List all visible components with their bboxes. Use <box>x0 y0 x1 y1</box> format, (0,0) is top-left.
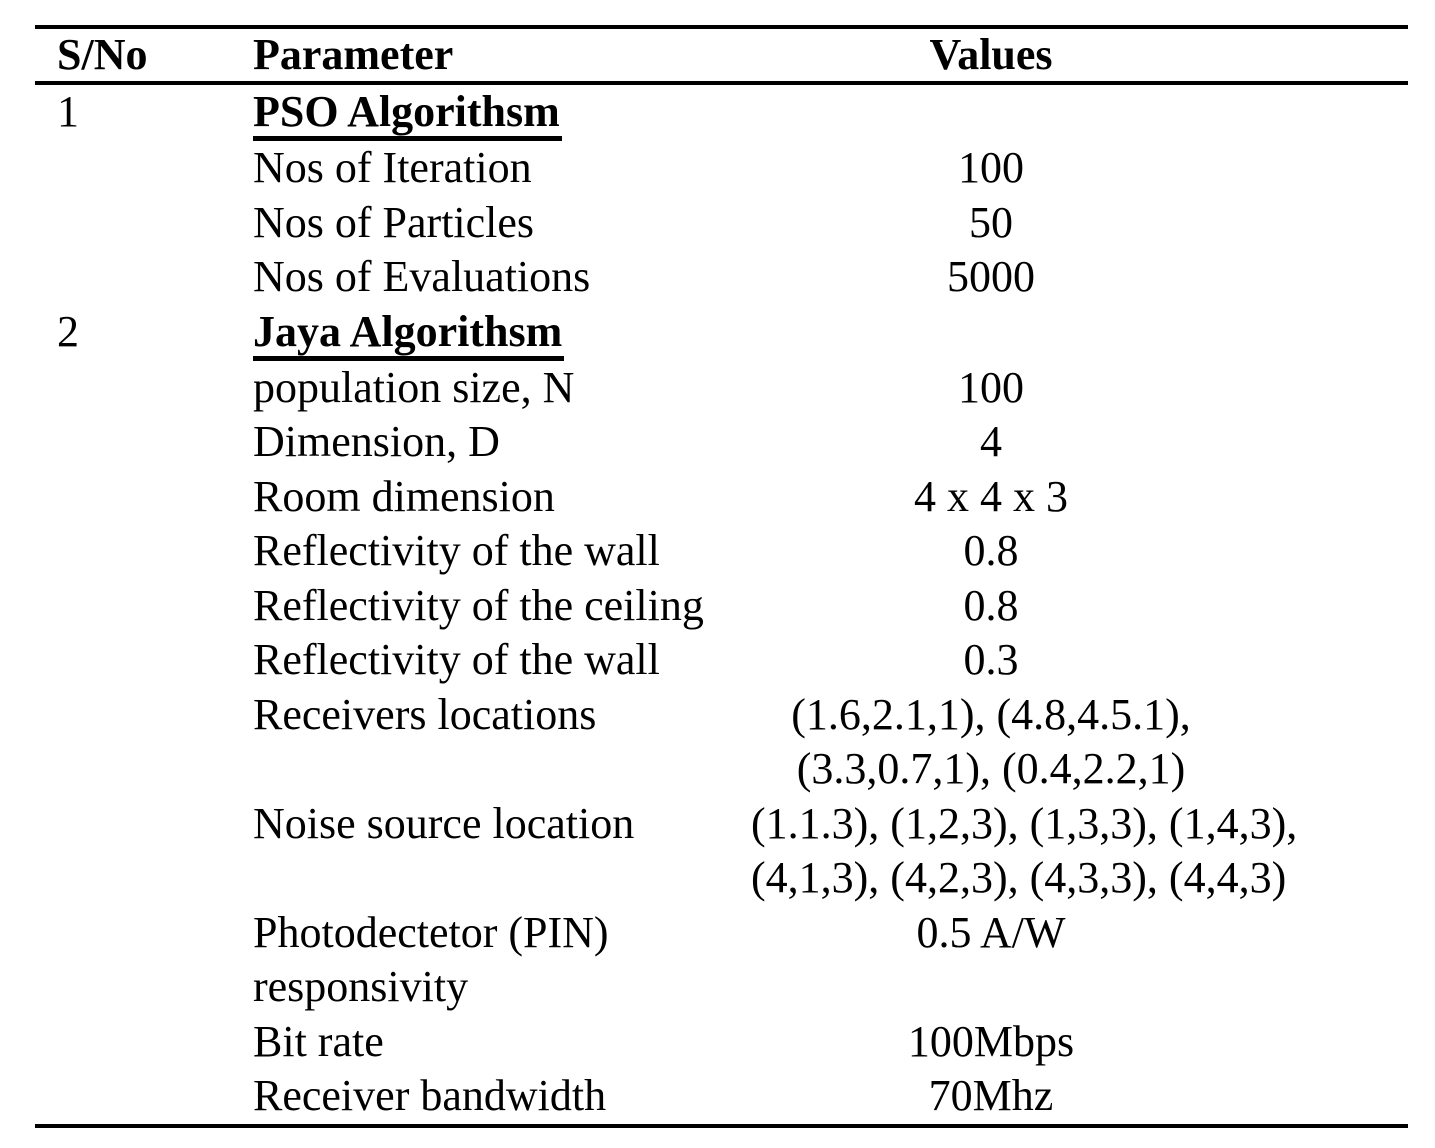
parameter-cell: Receiver bandwidth <box>253 1071 607 1120</box>
parameter-cell: Nos of Evaluations <box>253 252 591 301</box>
table-row <box>35 250 1408 305</box>
sno-cell: 1 <box>57 87 79 136</box>
column-header-parameter: Parameter <box>253 27 751 83</box>
table-row <box>35 1069 1408 1126</box>
sno-cell <box>35 1015 253 1070</box>
parameters-table <box>35 25 1408 1128</box>
sno-cell <box>35 415 253 470</box>
value-cell: 0.8 <box>963 526 1019 575</box>
value-cell: 100 <box>958 362 1024 412</box>
value-cell: 0.8 <box>963 580 1019 630</box>
spacer-cell <box>1231 415 1408 470</box>
value-cell: 0.5 A/W <box>916 907 1066 957</box>
spacer-cell <box>1231 196 1408 251</box>
value-cell <box>751 83 1231 141</box>
table-row <box>35 688 1408 797</box>
spacer-cell <box>1231 688 1408 797</box>
sno-cell <box>35 196 253 251</box>
parameter-cell: Noise source location <box>253 798 635 848</box>
table-row <box>35 579 1408 634</box>
sno-cell <box>35 1069 253 1126</box>
table-row <box>35 470 1408 525</box>
table-row <box>35 305 1408 361</box>
spacer-cell <box>1231 579 1408 634</box>
parameter-cell: Photodectetor (PIN) responsivity <box>253 907 609 1011</box>
table-row <box>35 83 1408 141</box>
parameter-cell: Bit rate <box>253 1016 384 1066</box>
sno-cell <box>35 906 253 1015</box>
spacer-cell <box>1231 361 1408 416</box>
parameter-cell: population size, N <box>253 362 575 412</box>
parameter-cell: Reflectivity of the wall <box>253 635 660 684</box>
table-row <box>35 141 1408 196</box>
sno-cell <box>35 361 253 416</box>
spacer-cell <box>1231 633 1408 688</box>
table-row <box>35 1015 1408 1070</box>
parameter-cell: Reflectivity of the wall <box>253 526 660 575</box>
table-row <box>35 524 1408 579</box>
header-row <box>35 27 1408 83</box>
spacer-cell <box>1231 141 1408 196</box>
value-cell: 70Mhz <box>928 1071 1054 1120</box>
parameter-cell: Nos of Iteration <box>253 143 532 192</box>
spacer-cell <box>1231 1015 1408 1070</box>
column-header-sno: S/No <box>35 27 253 83</box>
value-cell: 100 <box>958 143 1024 192</box>
spacer-cell <box>1231 470 1408 525</box>
table-row <box>35 797 1408 906</box>
parameter-cell <box>253 305 751 361</box>
value-cell: 4 <box>980 417 1002 466</box>
spacer-cell <box>1231 906 1408 1015</box>
column-header-spacer <box>1231 27 1408 83</box>
value-cell: 50 <box>969 197 1013 247</box>
value-cell: 0.3 <box>963 635 1019 684</box>
value-cell <box>751 305 1231 361</box>
spacer-cell <box>1231 524 1408 579</box>
spacer-cell <box>1231 1069 1408 1126</box>
sno-cell: 2 <box>57 306 79 356</box>
table-row <box>35 361 1408 416</box>
table-row <box>35 196 1408 251</box>
sno-cell <box>35 579 253 634</box>
table-body <box>35 83 1408 1126</box>
column-header-values: Values <box>751 27 1231 83</box>
sno-cell <box>35 250 253 305</box>
parameter-cell: Dimension, D <box>253 417 500 466</box>
sno-cell <box>35 633 253 688</box>
section-heading: PSO Algorithsm <box>253 88 562 141</box>
table-row <box>35 633 1408 688</box>
table-row <box>35 906 1408 1015</box>
value-cell: 5000 <box>947 252 1035 301</box>
sno-cell <box>35 141 253 196</box>
value-cell: (1.1.3), (1,2,3), (1,3,3), (1,4,3), (4,1,3), (4,2,3), (4,3,3), (4,4,3) <box>751 798 1298 902</box>
parameter-cell: Receivers locations <box>253 689 597 739</box>
parameter-cell: Reflectivity of the ceiling <box>253 580 704 630</box>
parameter-cell: Nos of Particles <box>253 197 535 247</box>
table-row <box>35 415 1408 470</box>
value-cell: 100Mbps <box>907 1016 1075 1066</box>
parameter-cell <box>253 83 751 141</box>
sno-cell <box>35 470 253 525</box>
sno-cell <box>35 524 253 579</box>
parameter-cell: Room dimension <box>253 471 555 521</box>
spacer-cell <box>1231 83 1408 141</box>
spacer-cell <box>1231 250 1408 305</box>
sno-cell <box>35 688 253 797</box>
value-cell: 4 x 4 x 3 <box>914 471 1068 521</box>
sno-cell <box>35 797 253 906</box>
section-heading: Jaya Algorithsm <box>253 308 564 361</box>
value-cell: (1.6,2.1,1), (4.8,4.5.1), (3.3,0.7,1), (0.4,2.2,1) <box>791 689 1191 793</box>
spacer-cell <box>1231 305 1408 361</box>
table-header <box>35 27 1408 83</box>
